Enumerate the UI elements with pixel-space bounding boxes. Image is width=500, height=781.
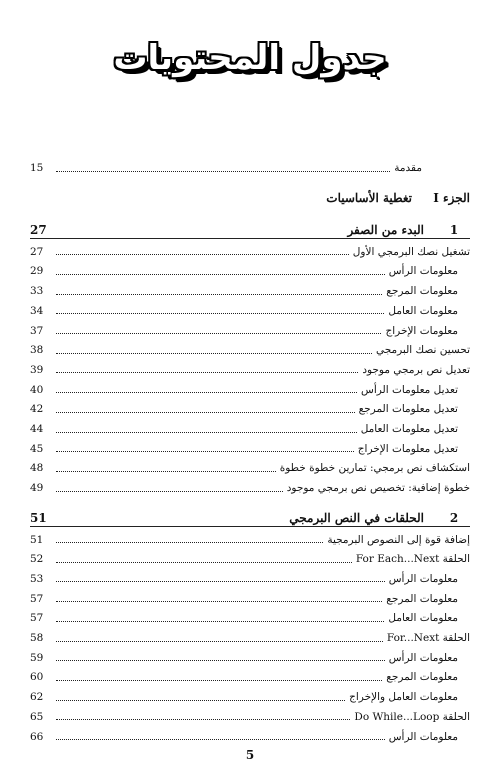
toc-page-number: 39 [30,363,44,376]
toc-entry-label: إضافة قوة إلى النصوص البرمجية [327,533,470,546]
dot-leader [56,372,358,373]
chapter-title: البدء من الصفر [347,223,424,237]
toc-page-number: 51 [30,510,47,525]
toc-page-number: 38 [30,344,44,357]
dot-leader [56,641,383,642]
toc-entry-label: معلومات الإخراج [385,324,458,337]
dot-leader [56,451,354,452]
toc-page-number: 62 [30,691,44,704]
toc-entry-row[interactable] [30,478,470,498]
toc-page-number: 42 [30,403,44,416]
toc-entry-label: استكشاف نص برمجي: تمارين خطوة خطوة [279,462,470,475]
toc-entry-label: مقدمة [394,162,422,174]
toc-entry-label: معلومات الرأس [388,572,458,585]
toc-page-number: 34 [30,304,44,317]
chapter-title: الحلقات في النص البرمجي [289,510,424,525]
dot-leader [56,700,345,701]
toc-entry-label: تحسين نصك البرمجي [375,344,470,357]
toc-page-number: 27 [30,245,44,258]
toc-part-row[interactable] [30,188,470,208]
toc-page-number: 27 [30,223,47,237]
dot-leader [56,353,372,354]
dot-leader [56,719,350,720]
toc-entry-label: تعديل معلومات المرجع [358,403,458,416]
toc-entry-row[interactable] [30,380,470,400]
toc-page-number: 66 [30,730,44,743]
toc-entry-row[interactable] [30,530,470,550]
dot-leader [56,333,381,334]
toc-entry-label: تعديل معلومات العامل [360,423,458,435]
dot-leader [56,621,384,622]
toc-page-number: 51 [30,533,44,546]
toc-page-number: 33 [30,285,44,298]
dot-leader [56,392,357,393]
chapter-rule [30,526,470,527]
dot-leader [56,542,323,543]
chapter-number: 1 [449,223,459,237]
dot-leader [56,274,385,275]
toc-page-number: 29 [30,265,44,278]
toc-page-number: 52 [30,553,44,566]
toc-entry-label: معلومات العامل [388,612,458,625]
toc-entry-label: معلومات المرجع [386,671,458,684]
toc-entry-row[interactable] [30,727,470,747]
toc-entry-label: معلومات الرأس [388,651,458,664]
toc-entry-label: خطوة إضافية: تخصيص نص برمجي موجود [286,482,470,495]
toc-entry-row[interactable] [30,399,470,419]
toc-entry-label: الحلقة For...Next [386,632,470,644]
toc-page-number: 53 [30,572,44,585]
dot-leader [56,313,384,314]
toc-entry-label: تشغيل نصك البرمجي الأول [352,245,470,258]
toc-entry-row[interactable] [30,569,470,589]
toc-entry-row[interactable] [30,687,470,707]
dot-leader [56,581,385,582]
toc-page-number: 37 [30,324,44,337]
dot-leader [56,562,352,563]
toc-entry-row[interactable] [30,340,470,360]
toc-entry-row[interactable] [30,439,470,459]
toc-page-number: 48 [30,462,44,475]
dot-leader [56,294,382,295]
toc-page-number: 44 [30,423,44,435]
dot-leader [56,254,349,255]
dot-leader [56,601,382,602]
dot-leader [56,491,283,492]
toc-entry-row[interactable] [30,261,470,281]
toc-page-number: 40 [30,383,44,396]
dot-leader [56,680,382,681]
toc-entry-label: معلومات المرجع [386,285,458,298]
dot-leader [56,471,276,472]
toc-entry-label: تعديل معلومات الإخراج [357,442,458,455]
toc-page-number: 15 [30,162,44,174]
toc-entry-row[interactable] [30,360,470,380]
toc-entry-label: معلومات الرأس [388,730,458,743]
toc-entry-row[interactable] [30,549,470,569]
toc-page-number: 59 [30,651,44,664]
dot-leader [56,171,390,172]
toc-entry-row[interactable] [30,242,470,262]
toc-entry-label: تعديل معلومات الرأس [361,383,458,396]
toc-entry-row[interactable] [30,667,470,687]
toc-entry-label: الحلقة For Each...Next [355,553,470,566]
toc-entry-row[interactable] [30,281,470,301]
toc-page-number: 49 [30,482,44,495]
toc-entry-label: الحلقة Do While...Loop [354,710,470,723]
toc-entry-row[interactable] [30,458,470,478]
toc-entry-row[interactable] [30,301,470,321]
toc-entry-row[interactable] [30,608,470,628]
part-number: الجزء I [433,191,470,205]
chapter-number: 2 [449,510,459,525]
toc-entry-row[interactable] [30,707,470,727]
toc-entry-row[interactable] [30,321,470,341]
toc-entry-label: معلومات العامل [388,304,458,317]
toc-chapter-row[interactable] [30,220,470,240]
toc-entry-label: معلومات الرأس [388,265,458,278]
toc-entry-row[interactable] [30,648,470,668]
dot-leader [56,432,357,433]
toc-page-number: 45 [30,442,44,455]
dot-leader [56,412,355,413]
toc-entry-label: معلومات العامل والإخراج [349,691,458,704]
toc-chapter-row[interactable] [30,508,470,528]
toc-entry-label: معلومات المرجع [386,592,458,605]
toc-entry-row[interactable] [30,419,470,439]
page-number-footer: 5 [245,748,255,762]
dot-leader [56,660,385,661]
part-title: تغطية الأساسيات [326,191,412,205]
toc-entry-row[interactable] [30,628,470,648]
toc-page-number: 58 [30,632,44,644]
chapter-rule [30,238,470,239]
page-title: جدول المحتويات [113,38,387,78]
toc-entry-row[interactable] [30,589,470,609]
toc-page-number: 60 [30,671,44,684]
toc-intro-row[interactable] [30,158,470,178]
toc-page-number: 57 [30,592,44,605]
toc-page-number: 57 [30,612,44,625]
dot-leader [56,739,385,740]
toc-page-number: 65 [30,710,44,723]
toc-entry-label: تعديل نص برمجي موجود [362,363,470,376]
